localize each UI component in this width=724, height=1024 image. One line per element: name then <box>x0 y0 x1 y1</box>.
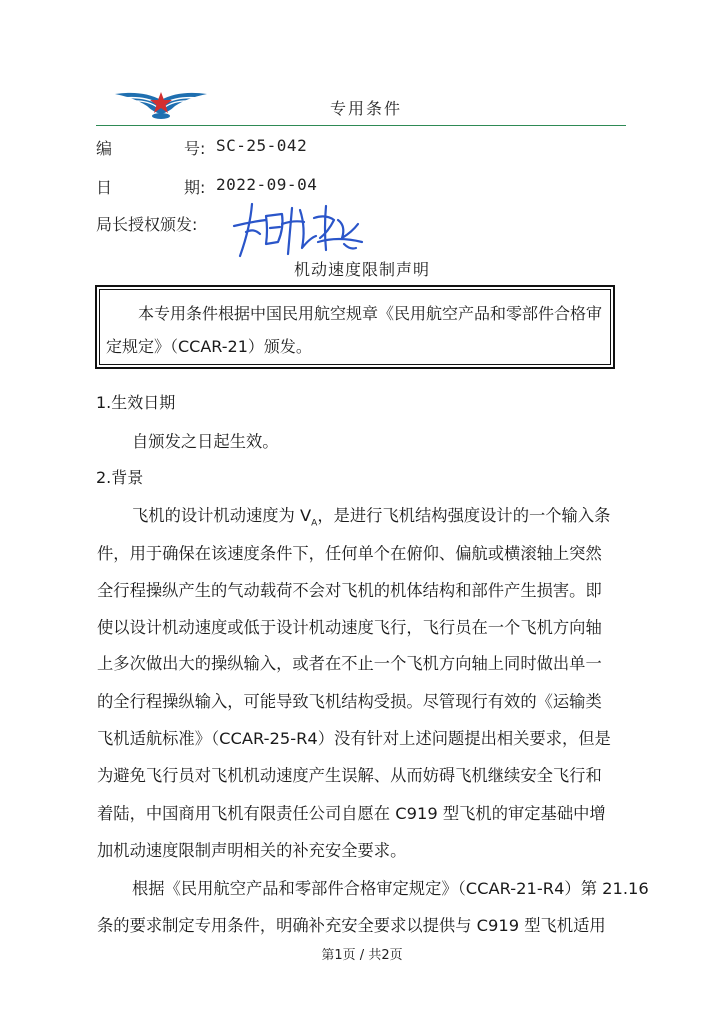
page-number: 第1页 / 共2页 <box>321 948 403 963</box>
caac-logo <box>113 86 209 122</box>
document-date: 2022-09-04 <box>216 175 318 194</box>
number-label-char1: 编 <box>96 139 113 158</box>
date-label-char2: 期: <box>184 178 206 197</box>
background-line-10: 加机动速度限制声明相关的补充安全要求。 <box>97 841 407 860</box>
background-line-7: 飞机适航标准》（CCAR-25-R4）没有针对上述问题提出相关要求，但是 <box>97 729 611 748</box>
header-title: 专用条件 <box>330 99 403 118</box>
background-line-1b: ，是进行飞机结构强度设计的一个输入条 <box>317 506 611 525</box>
background-line-1 <box>132 502 610 528</box>
background-line-8: 为避免飞行员对飞机机动速度产生误解、从而妨碍飞机继续安全飞行和 <box>97 766 602 785</box>
va-subscript: A <box>311 518 318 529</box>
document-title: 机动速度限制声明 <box>294 260 431 279</box>
basis-line-1: 根据《民用航空产品和零部件合格审定规定》（CCAR-21-R4）第 21.16 <box>132 879 649 898</box>
background-line-3: 全行程操纵产生的气动载荷不会对飞机的机体结构和部件产生损害。即 <box>97 581 602 600</box>
header-divider <box>96 125 626 126</box>
background-line-5: 上多次做出大的操纵输入，或者在不止一个飞机方向轴上同时做出单一 <box>97 654 602 673</box>
handwritten-signature <box>230 198 370 260</box>
background-line-2: 件，用于确保在该速度条件下，任何单个在俯仰、偏航或横滚轴上突然 <box>97 544 602 563</box>
effective-date-text: 自颁发之日起生效。 <box>132 432 279 451</box>
background-line-6: 的全行程操纵输入，可能导致飞机结构受损。尽管现行有效的《运输类 <box>97 692 602 711</box>
section-heading-background: 2.背景 <box>96 468 144 487</box>
document-number: SC-25-042 <box>216 136 308 155</box>
background-line-1a: 飞机的设计机动速度为 V <box>132 506 312 525</box>
authorized-by-label: 局长授权颁发: <box>96 215 198 234</box>
section-heading-effective-date: 1.生效日期 <box>96 393 176 412</box>
background-line-9: 着陆，中国商用飞机有限责任公司自愿在 C919 型飞机的审定基础中增 <box>97 804 606 823</box>
issuance-statement: 本专用条件根据中国民用航空规章《民用航空产品和零部件合格审定规定》（CCAR-21）颁发。 <box>106 304 603 356</box>
basis-line-2: 条的要求制定专用条件，明确补充安全要求以提供与 C919 型飞机适用 <box>97 916 606 935</box>
date-label-char1: 日 <box>96 178 113 197</box>
number-label-char2: 号: <box>184 139 206 158</box>
background-line-4: 使以设计机动速度或低于设计机动速度飞行，飞行员在一个飞机方向轴 <box>97 618 602 637</box>
